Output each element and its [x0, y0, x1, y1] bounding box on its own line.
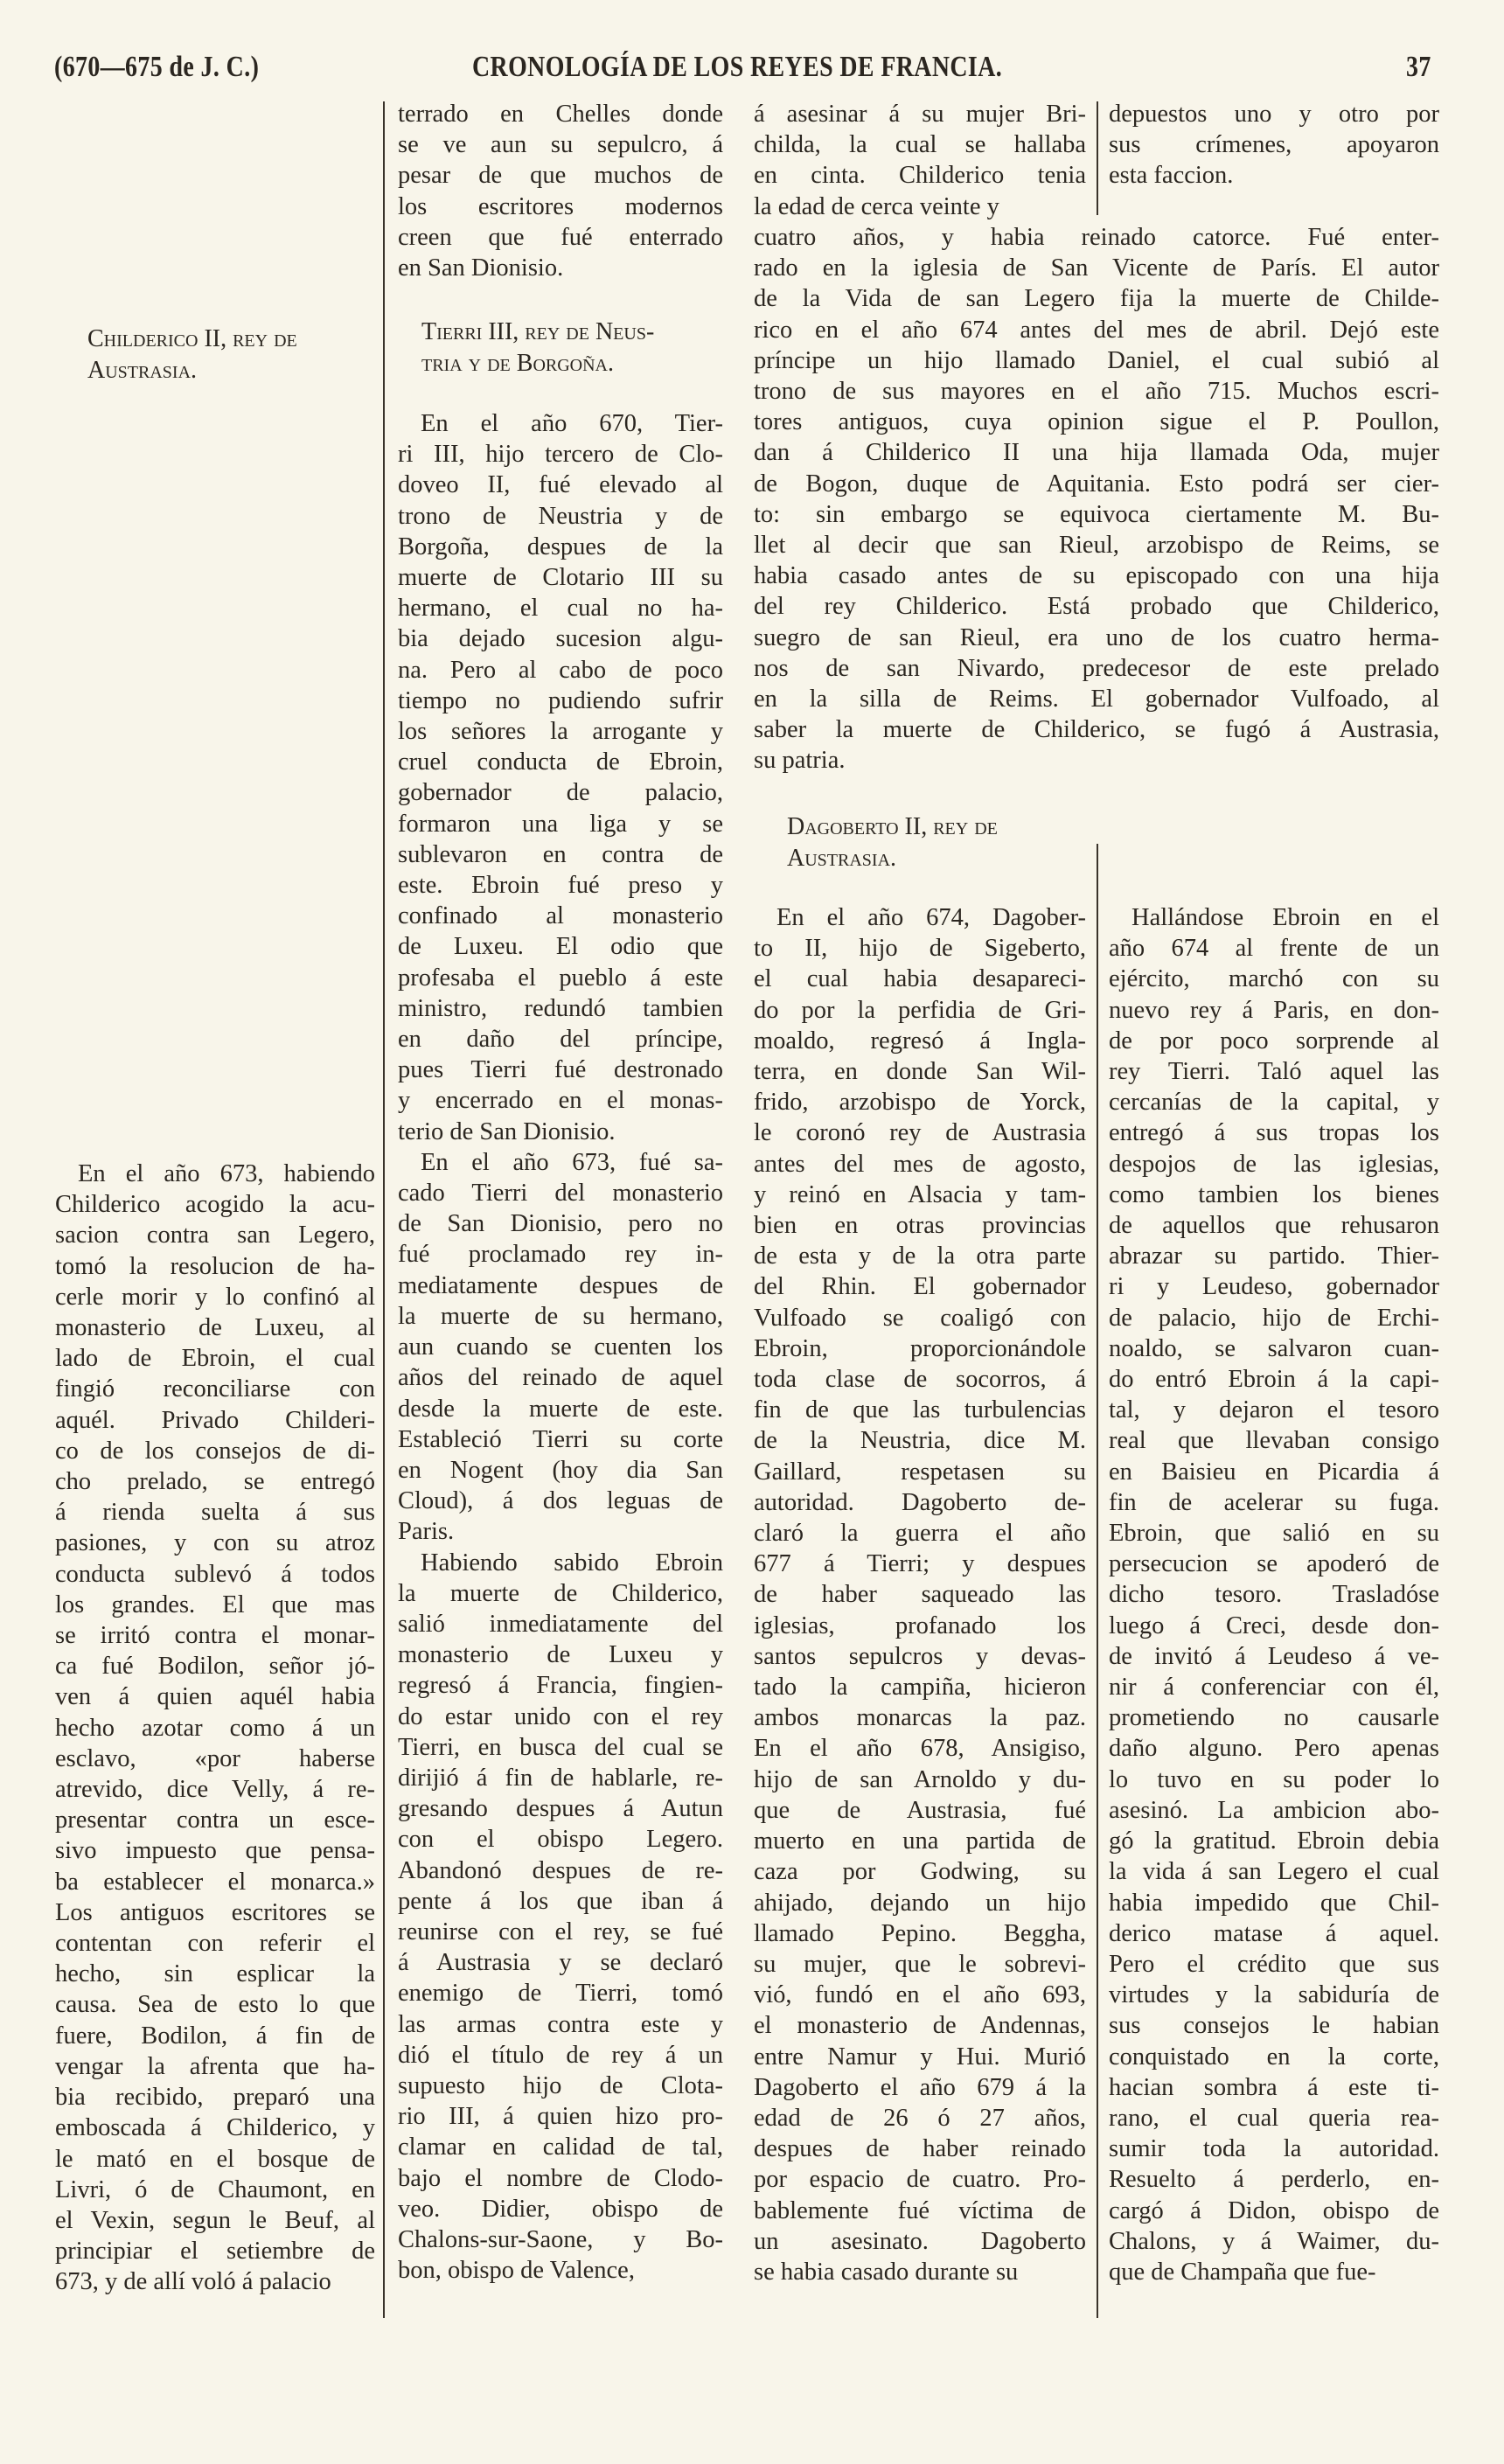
- text-line: aquél. Privado Childeri-: [55, 1406, 375, 1434]
- text-line: los grandes. El que mas: [55, 1590, 375, 1618]
- text-line: del Rhin. El gobernador: [754, 1273, 1086, 1301]
- text-line: desde la muerte de este.: [398, 1395, 723, 1423]
- text-line: de Bogon, duque de Aquitania. Esto podrá ser cier-: [754, 470, 1439, 498]
- text-line: Livri, ó de Chaumont, en: [55, 2175, 375, 2203]
- text-line: claró la guerra el año: [754, 1520, 1086, 1548]
- text-line: doveo II, fué elevado al: [398, 471, 723, 499]
- text-line: atrevido, dice Velly, á re-: [55, 1776, 375, 1804]
- column-1-text: [55, 1159, 375, 2298]
- text-line: 673, y de allí voló á palacio: [55, 2268, 331, 2296]
- text-line: los escritores modernos: [398, 192, 723, 220]
- text-line: muerto en una partida de: [754, 1827, 1086, 1855]
- text-line: Austrasia.: [87, 357, 198, 384]
- text-line: príncipe un hijo llamado Daniel, el cual subió al: [754, 346, 1439, 374]
- text-line: en cinta. Childerico tenia: [754, 162, 1086, 190]
- text-line: rio III, á quien hizo pro-: [398, 2103, 723, 2131]
- text-line: Hallándose Ebroin en el: [1131, 904, 1439, 931]
- text-line: do entró Ebroin á la capi-: [1109, 1366, 1439, 1394]
- text-line: ca fué Bodilon, señor jó-: [55, 1653, 375, 1681]
- text-line: de esta y de la otra parte: [754, 1242, 1086, 1270]
- text-line: despojos de las iglesias,: [1109, 1150, 1439, 1178]
- text-line: depuestos uno y otro por: [1109, 101, 1439, 128]
- text-line: iglesias, profanado los: [754, 1611, 1086, 1639]
- text-line: Dagoberto II, rey de: [787, 813, 998, 840]
- text-line: cho prelado, se entregó: [55, 1468, 375, 1496]
- text-line: fuere, Bodilon, á fin de: [55, 2022, 375, 2050]
- text-line: sublevaron en contra de: [398, 840, 723, 868]
- text-line: Childerico II, rey de: [87, 325, 297, 352]
- section-heading-dagoberto: [787, 811, 1076, 874]
- text-line: real que llevaban consigo: [1109, 1427, 1439, 1455]
- text-line: childa, la cual se hallaba: [754, 131, 1086, 159]
- text-line: salió inmediatamente del: [398, 1610, 723, 1638]
- text-line: que de Champaña que fue-: [1109, 2258, 1376, 2286]
- text-line: bablemente fué víctima de: [754, 2196, 1086, 2224]
- column-rule: [383, 101, 385, 2318]
- text-line: toda clase de socorros, á: [754, 1366, 1086, 1394]
- text-line: rico en el año 674 antes del mes de abril. Dejó este: [754, 316, 1439, 344]
- text-line: to: sin embargo se equivoca ciertamente M. Bu-: [754, 500, 1439, 528]
- text-line: rano, el cual queria rea-: [1109, 2104, 1439, 2132]
- text-line: conquistado en la corte,: [1109, 2043, 1439, 2071]
- text-line: lo tuvo en su poder lo: [1109, 1765, 1439, 1793]
- text-line: se irritó contra el monar-: [55, 1622, 375, 1650]
- text-line: por espacio de cuatro. Pro-: [754, 2166, 1086, 2194]
- text-line: bajo el nombre de Clodo-: [398, 2164, 723, 2192]
- text-line: le mató en el bosque de: [55, 2145, 375, 2173]
- text-line: lado de Ebroin, el cual: [55, 1345, 375, 1373]
- text-line: Dagoberto el año 679 á la: [754, 2073, 1086, 2101]
- text-line: santos sepulcros y devas-: [754, 1642, 1086, 1670]
- text-line: suegro de san Rieul, era uno de los cuatro herma-: [754, 623, 1439, 651]
- text-line: En el año 670, Tier-: [421, 410, 723, 437]
- text-line: el cual habia desapareci-: [754, 965, 1086, 993]
- text-line: su patria.: [754, 747, 846, 775]
- text-line: ri III, hijo tercero de Clo-: [398, 441, 723, 469]
- text-line: dió el título de rey á un: [398, 2041, 723, 2069]
- text-line: monasterio de Luxeu y: [398, 1641, 723, 1669]
- text-line: nir á conferenciar con él,: [1109, 1674, 1439, 1702]
- section-heading-childerico: [87, 324, 367, 386]
- text-line: nuevo rey á Paris, en don-: [1109, 996, 1439, 1024]
- text-line: de Luxeu. El odio que: [398, 933, 723, 961]
- text-line: emboscada á Childerico, y: [55, 2114, 375, 2142]
- text-line: pues Tierri fué destronado: [398, 1056, 723, 1084]
- text-line: despues de haber reinado: [754, 2135, 1086, 2163]
- text-line: Borgoña, despues de la: [398, 532, 723, 560]
- text-line: rey Tierri. Taló aquel las: [1109, 1058, 1439, 1086]
- text-line: caza por Godwing, su: [754, 1858, 1086, 1886]
- text-line: luego á Creci, desde don-: [1109, 1611, 1439, 1639]
- text-line: trono de sus mayores en el año 715. Muchos escri-: [754, 378, 1439, 406]
- column-3-text: [754, 902, 1086, 2287]
- text-line: enemigo de Tierri, tomó: [398, 1980, 723, 2008]
- text-line: Estableció Tierri su corte: [398, 1425, 723, 1453]
- text-line: tiempo no pudiendo sufrir: [398, 686, 723, 714]
- text-line: el Vexin, segun le Beuf, al: [55, 2206, 375, 2234]
- text-line: Los antiguos escritores se: [55, 1898, 375, 1926]
- text-line: conducta sublevó á todos: [55, 1560, 375, 1588]
- text-line: de invitó á Leudeso á ve-: [1109, 1642, 1439, 1670]
- text-line: como tambien los bienes: [1109, 1180, 1439, 1208]
- text-line: de palacio, hijo de Erchi-: [1109, 1304, 1439, 1332]
- text-line: cercanías de la capital, y: [1109, 1089, 1439, 1117]
- text-line: En el año 673, fué sa-: [421, 1148, 723, 1176]
- text-line: á Austrasia y se declaró: [398, 1949, 723, 1977]
- column-2-text: [398, 408, 723, 2286]
- text-line: cerle morir y lo confinó al: [55, 1283, 375, 1311]
- text-line: los señores la arrogante y: [398, 718, 723, 746]
- text-line: tria y de Borgoña.: [421, 350, 614, 377]
- text-line: se habia casado durante su: [754, 2258, 1019, 2286]
- text-line: habia impedido que Chil-: [1109, 1889, 1439, 1917]
- text-line: Abandonó despues de re-: [398, 1856, 723, 1884]
- text-line: saber la muerte de Childerico, se fugó á Austrasia,: [754, 716, 1439, 744]
- text-line: frido, arzobispo de Yorck,: [754, 1089, 1086, 1117]
- text-line: de por poco sorprende al: [1109, 1027, 1439, 1055]
- text-line: to II, hijo de Sigeberto,: [754, 935, 1086, 963]
- text-line: supuesto hijo de Clota-: [398, 2071, 723, 2099]
- text-line: muerte de Clotario III su: [398, 564, 723, 592]
- text-line: hacian sombra á este ti-: [1109, 2073, 1439, 2101]
- text-line: sacion contra san Legero,: [55, 1222, 375, 1249]
- text-line: trono de Neustria y de: [398, 502, 723, 530]
- text-line: las armas contra este y: [398, 2010, 723, 2038]
- text-line: veo. Didier, obispo de: [398, 2195, 723, 2223]
- text-line: noaldo, se salvaron cuan-: [1109, 1334, 1439, 1362]
- text-line: 677 á Tierri; y despues: [754, 1550, 1086, 1578]
- text-line: cado Tierri del monasterio: [398, 1180, 723, 1208]
- text-line: Vulfoado se coaligó con: [754, 1304, 1086, 1332]
- text-line: vengar la afrenta que ha-: [55, 2052, 375, 2080]
- text-line: antes del mes de agosto,: [754, 1150, 1086, 1178]
- text-line: este. Ebroin fué preso y: [398, 872, 723, 900]
- text-line: ministro, redundó tambien: [398, 994, 723, 1022]
- text-line: y encerrado en el monas-: [398, 1087, 723, 1115]
- text-line: virtudes y la sabiduría de: [1109, 1981, 1439, 2009]
- text-line: con el obispo Legero.: [398, 1826, 723, 1854]
- text-line: tores antiguos, cuya opinion sigue el P. Poullon,: [754, 408, 1439, 436]
- text-line: persecucion se apoderó de: [1109, 1550, 1439, 1578]
- text-line: en daño del príncipe,: [398, 1026, 723, 1054]
- text-line: la edad de cerca veinte y: [754, 192, 999, 220]
- text-line: En el año 674, Dagober-: [776, 904, 1086, 931]
- text-line: sumir toda la autoridad.: [1109, 2135, 1439, 2163]
- text-line: Cloud), á dos leguas de: [398, 1487, 723, 1515]
- text-line: Ebroin, que salió en su: [1109, 1520, 1439, 1548]
- text-line: bia recibido, preparó una: [55, 2084, 375, 2112]
- text-line: confinado al monasterio: [398, 902, 723, 930]
- text-line: habia casado antes de su episcopado con una hija: [754, 562, 1439, 590]
- text-line: mediatamente despues de: [398, 1271, 723, 1299]
- column-4-text: [1109, 902, 1439, 2287]
- text-line: do por la perfidia de Gri-: [754, 996, 1086, 1024]
- text-line: cargó á Didon, obispo de: [1109, 2196, 1439, 2224]
- text-line: de San Dionisio, pero no: [398, 1210, 723, 1238]
- text-line: Austrasia.: [787, 845, 897, 872]
- text-line: pente á los que iban á: [398, 1887, 723, 1915]
- text-line: la muerte de su hermano,: [398, 1302, 723, 1330]
- text-line: do estar unido con el rey: [398, 1702, 723, 1730]
- text-line: entregó á sus tropas los: [1109, 1119, 1439, 1147]
- text-line: causa. Sea de esto lo que: [55, 1991, 375, 2019]
- text-line: llamado Pepino. Beggha,: [754, 1919, 1086, 1947]
- text-line: fin de que las turbulencias: [754, 1396, 1086, 1424]
- text-line: dicho tesoro. Trasladóse: [1109, 1581, 1439, 1609]
- column-rule: [1097, 101, 1098, 215]
- text-line: autoridad. Dagoberto de-: [754, 1488, 1086, 1516]
- text-line: Ebroin, proporcionándole: [754, 1334, 1086, 1362]
- text-line: Childerico acogido la acu-: [55, 1191, 375, 1219]
- text-line: ri y Leudeso, gobernador: [1109, 1273, 1439, 1301]
- text-line: gresando despues á Autun: [398, 1795, 723, 1823]
- text-line: el monasterio de Andennas,: [754, 2012, 1086, 2040]
- wide-paragraph: [754, 222, 1439, 776]
- text-line: moaldo, regresó á Ingla-: [754, 1027, 1086, 1055]
- text-line: formaron una liga y se: [398, 810, 723, 838]
- text-line: fin de acelerar su fuga.: [1109, 1488, 1439, 1516]
- text-line: y reinó en Alsacia y tam-: [754, 1180, 1086, 1208]
- text-line: entre Namur y Hui. Murió: [754, 2043, 1086, 2071]
- text-line: pasiones, y con su atroz: [55, 1529, 375, 1557]
- column-rule: [1097, 844, 1098, 2318]
- text-line: ejército, marchó con su: [1109, 965, 1439, 993]
- text-line: ahijado, dejando un hijo: [754, 1889, 1086, 1917]
- text-line: hecho azotar como á un: [55, 1714, 375, 1742]
- text-line: terrado en Chelles donde: [398, 101, 723, 128]
- text-line: prometiendo no causarle: [1109, 1704, 1439, 1732]
- text-line: derico matase á aquel.: [1109, 1919, 1439, 1947]
- text-line: la muerte de Childerico,: [398, 1579, 723, 1607]
- text-line: tal, y dejaron el tesoro: [1109, 1396, 1439, 1424]
- text-line: en la silla de Reims. El gobernador Vulfoado, al: [754, 686, 1439, 713]
- text-line: presentar contra un esce-: [55, 1806, 375, 1834]
- text-line: nos de san Nivardo, predecesor de este prelado: [754, 654, 1439, 682]
- text-line: vió, fundó en el año 693,: [754, 1981, 1086, 2009]
- text-line: contentan con referir el: [55, 1930, 375, 1958]
- text-line: del rey Childerico. Está probado que Childerico,: [754, 593, 1439, 621]
- text-line: gobernador de palacio,: [398, 779, 723, 807]
- text-line: gó la gratitud. Ebroin debia: [1109, 1827, 1439, 1855]
- text-line: daño alguno. Pero apenas: [1109, 1735, 1439, 1763]
- text-line: clamar en calidad de tal,: [398, 2133, 723, 2161]
- text-line: Paris.: [398, 1518, 455, 1546]
- column-2-top-text: [398, 99, 723, 283]
- text-line: pesar de que muchos de: [398, 162, 723, 190]
- text-line: principiar el setiembre de: [55, 2238, 375, 2266]
- text-line: se ve aun su sepulcro, á: [398, 131, 723, 159]
- text-line: hermano, el cual no ha-: [398, 595, 723, 623]
- text-line: asesinó. La ambicion abo-: [1109, 1796, 1439, 1824]
- text-line: edad de 26 ó 27 años,: [754, 2104, 1086, 2132]
- text-line: que de Austrasia, fué: [754, 1796, 1086, 1824]
- text-line: cuatro años, y habia reinado catorce. Fué enter-: [754, 224, 1439, 251]
- text-line: un asesinato. Dagoberto: [754, 2227, 1086, 2255]
- text-line: llet al decir que san Rieul, arzobispo de Reims, se: [754, 532, 1439, 560]
- text-line: sivo impuesto que pensa-: [55, 1837, 375, 1865]
- text-line: á asesinar á su mujer Bri-: [754, 101, 1086, 128]
- text-line: abrazar su partido. Thier-: [1109, 1242, 1439, 1270]
- page-number: 37: [1406, 51, 1431, 83]
- text-line: bon, obispo de Valence,: [398, 2257, 635, 2285]
- text-line: en Baisieu en Picardia á: [1109, 1458, 1439, 1486]
- text-line: aun cuando se cuenten los: [398, 1333, 723, 1361]
- column-4-top-text: [1109, 99, 1439, 191]
- text-line: profesaba el pueblo á este: [398, 964, 723, 992]
- text-line: Habiendo sabido Ebroin: [421, 1549, 723, 1577]
- text-line: sus consejos le habian: [1109, 2012, 1439, 2040]
- text-line: Chalons, y á Waimer, du-: [1109, 2227, 1439, 2255]
- text-line: ven á quien aquél habia: [55, 1683, 375, 1711]
- text-line: de aquellos que rehusaron: [1109, 1212, 1439, 1240]
- text-line: Chalons-sur-Saone, y Bo-: [398, 2225, 723, 2253]
- text-line: terra, en donde San Wil-: [754, 1058, 1086, 1086]
- text-line: creen que fué enterrado: [398, 223, 723, 251]
- text-line: Tierri, en busca del cual se: [398, 1733, 723, 1761]
- text-line: hecho, sin esplicar la: [55, 1960, 375, 1988]
- text-line: reunirse con el rey, se fué: [398, 1918, 723, 1945]
- text-line: bien en otras provincias: [754, 1212, 1086, 1240]
- text-line: fingió reconciliarse con: [55, 1375, 375, 1403]
- text-line: ba establecer el monarca.»: [55, 1868, 375, 1896]
- text-line: fué proclamado rey in-: [398, 1241, 723, 1269]
- text-line: tado la campiña, hicieron: [754, 1674, 1086, 1702]
- running-head-dates: (670—675 de J. C.): [54, 51, 260, 83]
- text-line: na. Pero al cabo de poco: [398, 656, 723, 684]
- text-line: á rienda suelta á sus: [55, 1499, 375, 1527]
- text-line: esclavo, «por haberse: [55, 1744, 375, 1772]
- text-line: dirijió á fin de hablarle, re-: [398, 1764, 723, 1792]
- text-line: en San Dionisio.: [398, 254, 564, 282]
- text-line: su mujer, que le sobrevi-: [754, 1950, 1086, 1978]
- text-line: En el año 678, Ansigiso,: [754, 1735, 1086, 1763]
- text-line: esta faccion.: [1109, 162, 1234, 190]
- text-line: monasterio de Luxeu, al: [55, 1314, 375, 1342]
- text-line: bia dejado sucesion algu-: [398, 625, 723, 653]
- text-line: le coronó rey de Austrasia: [754, 1119, 1086, 1147]
- text-line: dan á Childerico II una hija llamada Oda, mujer: [754, 439, 1439, 467]
- text-line: de haber saqueado las: [754, 1581, 1086, 1609]
- text-line: co de los consejos de di-: [55, 1437, 375, 1465]
- text-line: terio de San Dionisio.: [398, 1117, 616, 1145]
- text-line: ambos monarcas la paz.: [754, 1704, 1086, 1732]
- text-line: hijo de san Arnoldo y du-: [754, 1765, 1086, 1793]
- running-head-title: CRONOLOGÍA DE LOS REYES DE FRANCIA.: [472, 51, 1003, 83]
- text-line: En el año 673, habiendo: [78, 1160, 375, 1187]
- text-line: sus crímenes, apoyaron: [1109, 131, 1439, 159]
- text-line: cruel conducta de Ebroin,: [398, 748, 723, 776]
- text-line: Resuelto á perderlo, en-: [1109, 2166, 1439, 2194]
- text-line: en Nogent (hoy dia San: [398, 1456, 723, 1484]
- text-line: Pero el crédito que sus: [1109, 1950, 1439, 1978]
- text-line: Gaillard, respetasen su: [754, 1458, 1086, 1486]
- column-3-top-text: [754, 99, 1086, 222]
- text-line: de la Neustria, dice M.: [754, 1427, 1086, 1455]
- text-line: año 674 al frente de un: [1109, 935, 1439, 963]
- section-heading-tierri: [421, 317, 719, 379]
- text-line: rado en la iglesia de San Vicente de París. El autor: [754, 254, 1439, 282]
- text-line: Tierri III, rey de Neus-: [421, 318, 655, 345]
- text-line: la vida á san Legero el cual: [1109, 1858, 1439, 1886]
- text-line: tomó la resolucion de ha-: [55, 1252, 375, 1280]
- text-line: años del reinado de aquel: [398, 1364, 723, 1392]
- text-line: regresó á Francia, fingien-: [398, 1672, 723, 1700]
- text-line: de la Vida de san Legero fija la muerte de Childe-: [754, 285, 1439, 313]
